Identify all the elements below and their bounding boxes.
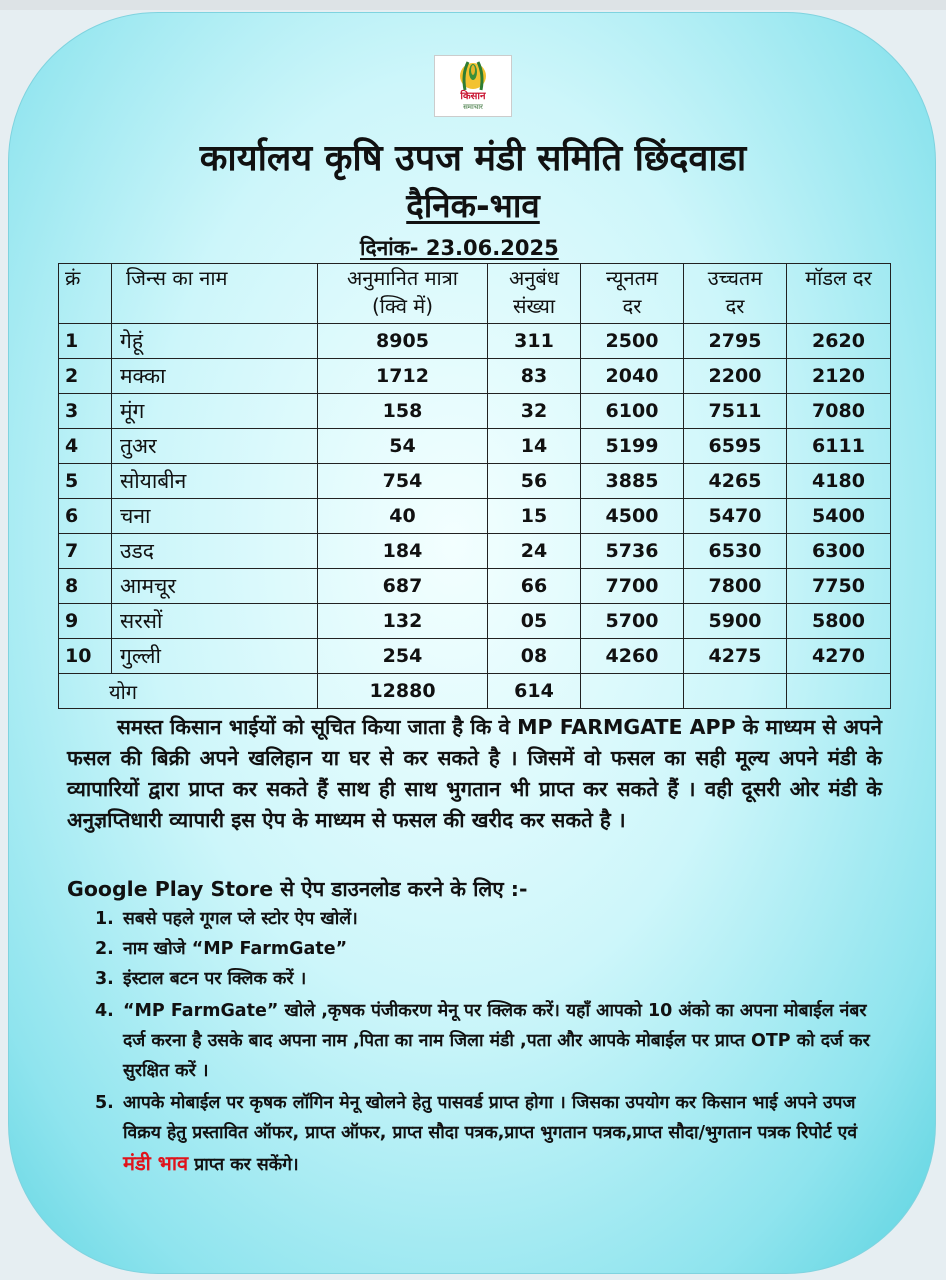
table-cell: 7750 [787, 569, 891, 604]
table-cell: 5400 [787, 499, 891, 534]
step-number: 4. [95, 1001, 114, 1021]
crop-name-cell: सोयाबीन [112, 464, 318, 499]
column-header-line: अनुमानित मात्रा [347, 266, 458, 290]
notice-text: समस्त किसान भाईयों को सूचित किया जाता है कि वे MP FARMGATE APP के माध्यम से अपने फसल की बिक्री अपने खलिहान या घर से कर सकते है । जिसमें वो फसल का सही मूल्य अपने मंडी के व्यापारियों द्वारा प्राप्त कर सकते हैं साथ ही साथ भुगतान भी प्राप्त कर सकते हैं । वही दूसरी ओर मंडी के अनुज्ञप्तिधारी व्यापारी इस ऐप के माध्यम से फसल की खरीद कर सकते है । [67, 715, 882, 832]
table-cell: 8905 [318, 324, 488, 359]
table-cell: 56 [488, 464, 581, 499]
table-row [59, 534, 891, 569]
table-cell: 4270 [787, 639, 891, 674]
kisan-samachar-logo [434, 55, 512, 117]
column-header-line: न्यूनतम [606, 266, 658, 290]
table-cell: 6111 [787, 429, 891, 464]
table-cell: 158 [318, 394, 488, 429]
table-cell: 1712 [318, 359, 488, 394]
table-cell: 5900 [684, 604, 787, 639]
empty-cell [787, 674, 891, 709]
table-cell: 2040 [581, 359, 684, 394]
step-item [95, 904, 885, 934]
table-cell: 7800 [684, 569, 787, 604]
step-text: “MP FarmGate” खोले ,कृषक पंजीकरण मेनू पर क्लिक करें। यहाँ आपको 10 अंको का अपना मोबाईल नंबर दर्ज करना है उसके बाद अपना नाम ,पिता का नाम जिला मंडी ,पता और आपके मोबाईल पर प्राप्त OTP को दर्ज कर सुरक्षित करें । [123, 1001, 870, 1081]
table-row [59, 359, 891, 394]
table-row [59, 604, 891, 639]
column-header-line: संख्या [513, 294, 555, 318]
step-text: इंस्टाल बटन पर क्लिक करें । [123, 969, 307, 989]
crop-name-cell: उडद [112, 534, 318, 569]
table-cell: 3885 [581, 464, 684, 499]
table-cell: 5199 [581, 429, 684, 464]
crop-name-cell: आमचूर [112, 569, 318, 604]
crop-name-cell: गुल्ली [112, 639, 318, 674]
date-label: दिनांक- 23.06.2025 [360, 236, 559, 260]
table-cell: 66 [488, 569, 581, 604]
step-number: 3. [95, 969, 114, 989]
table-cell: 254 [318, 639, 488, 674]
step-text: नाम खोजे “MP FarmGate” [123, 939, 348, 959]
total-label: योग [59, 674, 318, 709]
mandi-bhav-highlight: मंडी भाव [123, 1151, 189, 1175]
table-cell: 4275 [684, 639, 787, 674]
table-cell: 5470 [684, 499, 787, 534]
empty-cell [581, 674, 684, 709]
page-title: कार्यालय कृषि उपज मंडी समिति छिंदवाडा [199, 138, 747, 179]
table-cell: 14 [488, 429, 581, 464]
table-cell: 687 [318, 569, 488, 604]
table-cell: 6 [59, 499, 112, 534]
table-cell: 7 [59, 534, 112, 569]
table-cell: 83 [488, 359, 581, 394]
crop-name-cell: तुअर [112, 429, 318, 464]
step-text: सबसे पहले गूगल प्ले स्टोर ऐप खोलें। [123, 909, 358, 929]
step-item [95, 934, 885, 964]
column-header-line: उच्चतम [707, 266, 763, 290]
crop-name-cell: मक्का [112, 359, 318, 394]
top-strip [0, 0, 946, 10]
table-row [59, 639, 891, 674]
column-header [684, 264, 787, 324]
table-cell: 2500 [581, 324, 684, 359]
page-subtitle: दैनिक-भाव [406, 186, 540, 225]
table-cell: 5800 [787, 604, 891, 639]
table-cell: 4265 [684, 464, 787, 499]
step-text-tail: प्राप्त कर सकेंगे। [194, 1155, 299, 1175]
table-cell: 24 [488, 534, 581, 569]
table-row [59, 499, 891, 534]
logo-subtext: समाचार [463, 103, 483, 111]
empty-cell [684, 674, 787, 709]
table-cell: 2200 [684, 359, 787, 394]
column-header-line: जिन्स का नाम [126, 266, 228, 290]
table-cell: 6100 [581, 394, 684, 429]
total-quantity: 12880 [318, 674, 488, 709]
total-contracts: 614 [488, 674, 581, 709]
table-cell: 4180 [787, 464, 891, 499]
download-heading: Google Play Store से ऐप डाउनलोड करने के लिए :- [67, 877, 528, 901]
table-cell: 132 [318, 604, 488, 639]
column-header-line: मॉडल दर [805, 266, 872, 290]
column-header [112, 264, 318, 324]
column-header [318, 264, 488, 324]
table-cell: 2 [59, 359, 112, 394]
table-cell: 2795 [684, 324, 787, 359]
farmer-notice [67, 712, 882, 836]
crop-name-cell: सरसों [112, 604, 318, 639]
table-row [59, 324, 891, 359]
step-item [95, 964, 885, 994]
table-cell: 754 [318, 464, 488, 499]
step-number: 5. [95, 1093, 114, 1113]
table-row [59, 394, 891, 429]
table-cell: 9 [59, 604, 112, 639]
wheat-emblem-icon [435, 56, 511, 92]
column-header [787, 264, 891, 324]
table-cell: 6300 [787, 534, 891, 569]
table-cell: 4260 [581, 639, 684, 674]
column-header-line: दर [622, 294, 642, 318]
column-header [488, 264, 581, 324]
column-header [59, 264, 112, 324]
table-cell: 311 [488, 324, 581, 359]
step-text: आपके मोबाईल पर कृषक लॉगिन मेनू खोलने हेतु पासवर्ड प्राप्त होगा । जिसका उपयोग कर किसान भाई अपने उपज विक्रय हेतु प्रस्तावित ऑफर, प्राप्त ऑफर, प्राप्त सौदा पत्रक,प्राप्त भुगतान पत्रक,प्राप्त सौदा/भुगतान पत्रक रिपोर्ट एवं [123, 1093, 858, 1143]
table-cell: 5736 [581, 534, 684, 569]
crop-name-cell: मूंग [112, 394, 318, 429]
table-row [59, 429, 891, 464]
step-number: 2. [95, 939, 114, 959]
table-cell: 7700 [581, 569, 684, 604]
table-cell: 5700 [581, 604, 684, 639]
table-cell: 3 [59, 394, 112, 429]
table-cell: 7080 [787, 394, 891, 429]
crop-name-cell: चना [112, 499, 318, 534]
table-cell: 1 [59, 324, 112, 359]
logo-text: किसान [460, 91, 486, 102]
table-cell: 15 [488, 499, 581, 534]
column-header [581, 264, 684, 324]
table-cell: 5 [59, 464, 112, 499]
table-cell: 6530 [684, 534, 787, 569]
table-row [59, 569, 891, 604]
step-item [95, 1088, 885, 1180]
total-row [59, 674, 891, 709]
table-cell: 40 [318, 499, 488, 534]
table-cell: 08 [488, 639, 581, 674]
download-steps [95, 904, 885, 1180]
table-cell: 4 [59, 429, 112, 464]
table-cell: 4500 [581, 499, 684, 534]
table-cell: 05 [488, 604, 581, 639]
table-header-row [59, 264, 891, 324]
table-cell: 2620 [787, 324, 891, 359]
crop-name-cell: गेहूं [112, 324, 318, 359]
table-cell: 184 [318, 534, 488, 569]
page-subtitle-wrap [0, 183, 946, 229]
table-row [59, 464, 891, 499]
table-cell: 54 [318, 429, 488, 464]
table-cell: 8 [59, 569, 112, 604]
step-item [95, 996, 885, 1086]
column-header-line: (क्वि में) [371, 294, 434, 318]
step-number: 1. [95, 909, 114, 929]
table-cell: 6595 [684, 429, 787, 464]
rates-table [58, 263, 891, 709]
column-header-line: अनुबंध [508, 266, 560, 290]
table-cell: 10 [59, 639, 112, 674]
column-header-line: क्रं [65, 266, 81, 290]
column-header-line: दर [725, 294, 745, 318]
table-cell: 2120 [787, 359, 891, 394]
table-cell: 7511 [684, 394, 787, 429]
table-cell: 32 [488, 394, 581, 429]
